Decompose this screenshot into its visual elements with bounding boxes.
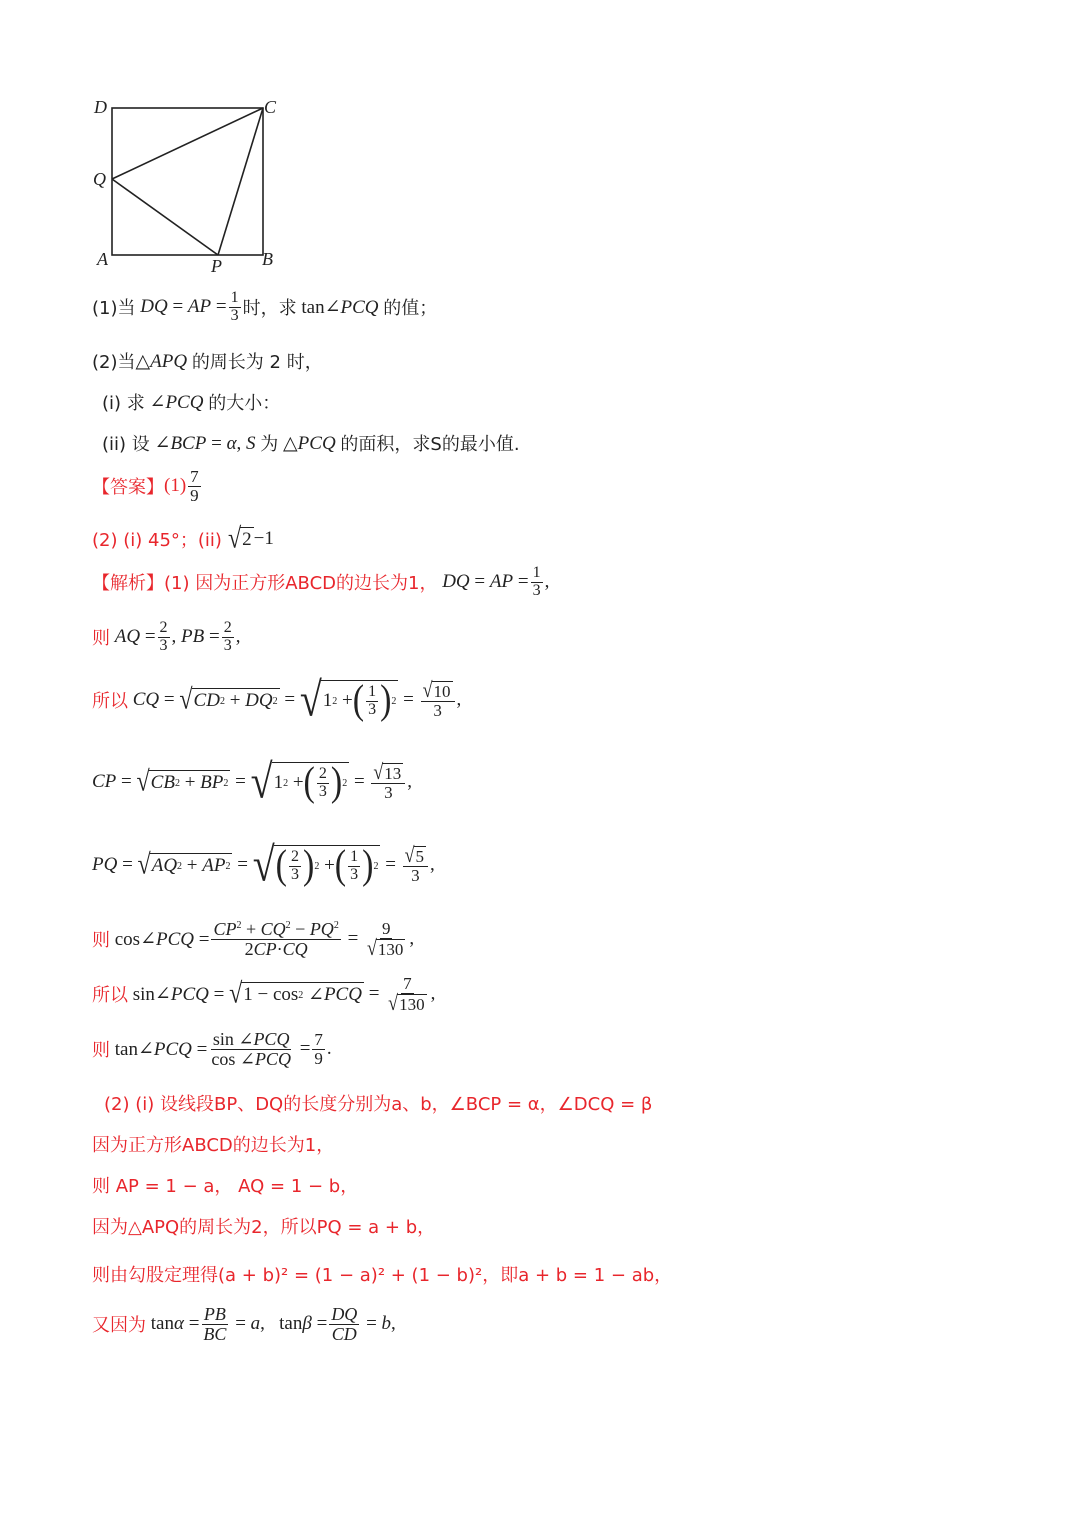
label-c: C (264, 97, 277, 117)
label-q: Q (93, 169, 106, 189)
question-part2-i: (i) 求 ∠PCQ 的大小： (102, 391, 281, 414)
solution-line-6: 则 cos∠PCQ = $\frac{CP^2 + CQ^2 - PQ^2}{2CP\cdot CQ}$ = 9 √ 130 , (92, 919, 415, 960)
answer-part1: 【答案】 (1) $\frac{7}{9}$ (92, 467, 199, 505)
segment-qp (112, 179, 218, 255)
solution-line-1: 【解析】 (1) 因为正方形ABCD的边长为1， DQ = AP = $\frac{1}{3}$ , (92, 564, 550, 599)
label-b: B (262, 249, 273, 269)
square-figure (92, 94, 292, 279)
question-part2-ii: (ii) 设 ∠BCP = α, S 为 △PCQ 的面积，求S的最小值. (102, 432, 520, 455)
solution-line-5: PQ = √ AQ 2 + AP 2 = √ ( $\frac{2}{3}$ ) 2 + ( $\frac{1}{3}$ ) 2 = √ 5 3 , (92, 837, 435, 892)
segment-qc (112, 108, 263, 179)
solution-line-2: 则 AQ = $\frac{2}{3}$ , PB = $\frac{2}{3}$ , (92, 619, 241, 654)
solution-line-12: 因为△APQ的周长为2，所以PQ = a + b， (92, 1217, 436, 1238)
solution-line-8: 则 tan∠PCQ = $\frac{\text{sin ∠PCQ}}{\text{cos ∠PCQ}}$ = $\frac{7}{9}$ . (92, 1029, 332, 1069)
label-a: A (97, 249, 108, 269)
question-part2: (2)当 △APQ 的周长为 2 时， (92, 350, 323, 373)
solution-line-9: (2) (i) 设线段BP、DQ的长度分别为a、b，∠BCP = α，∠DCQ = β (104, 1094, 653, 1115)
solution-line-10: 因为正方形ABCD的边长为1， (92, 1135, 335, 1156)
solution-line-11: 则 AP = 1 − a， AQ = 1 − b， (92, 1176, 359, 1197)
solution-line-14: 又因为 tanα = $\frac{PB}{BC}$ = a, tanβ = $\frac{DQ}{CD}$ = b, (92, 1304, 396, 1344)
label-p: P (211, 256, 222, 276)
label-d: D (94, 97, 107, 117)
solution-line-4: CP = √ CB 2 + BP 2 = √ 1 2 + ( $\frac{2}{3}$ ) 2 = √ 13 3 , (92, 754, 413, 809)
segment-pc (218, 108, 263, 255)
answer-part2: (2) (i) 45°；(ii) √ 2 −1 (92, 523, 274, 555)
solution-line-3: 所以 CQ = √ CD 2 + DQ 2 = √ 1 2 + ( $\frac{1}{3}$ ) 2 = √ 10 3 , (92, 672, 462, 727)
solution-line-13: 则由勾股定理得(a + b)² = (1 − a)² + (1 − b)²，即a + b = 1 − ab， (92, 1265, 673, 1286)
solution-line-7: 所以 sin∠PCQ = √ 1 − cos 2 ∠ PCQ = 7 √ 130 , (92, 974, 436, 1015)
question-part1: (1)当 DQ = AP = $\frac{1}{3}$ 时，求 tan∠PCQ 的值； (92, 289, 438, 324)
